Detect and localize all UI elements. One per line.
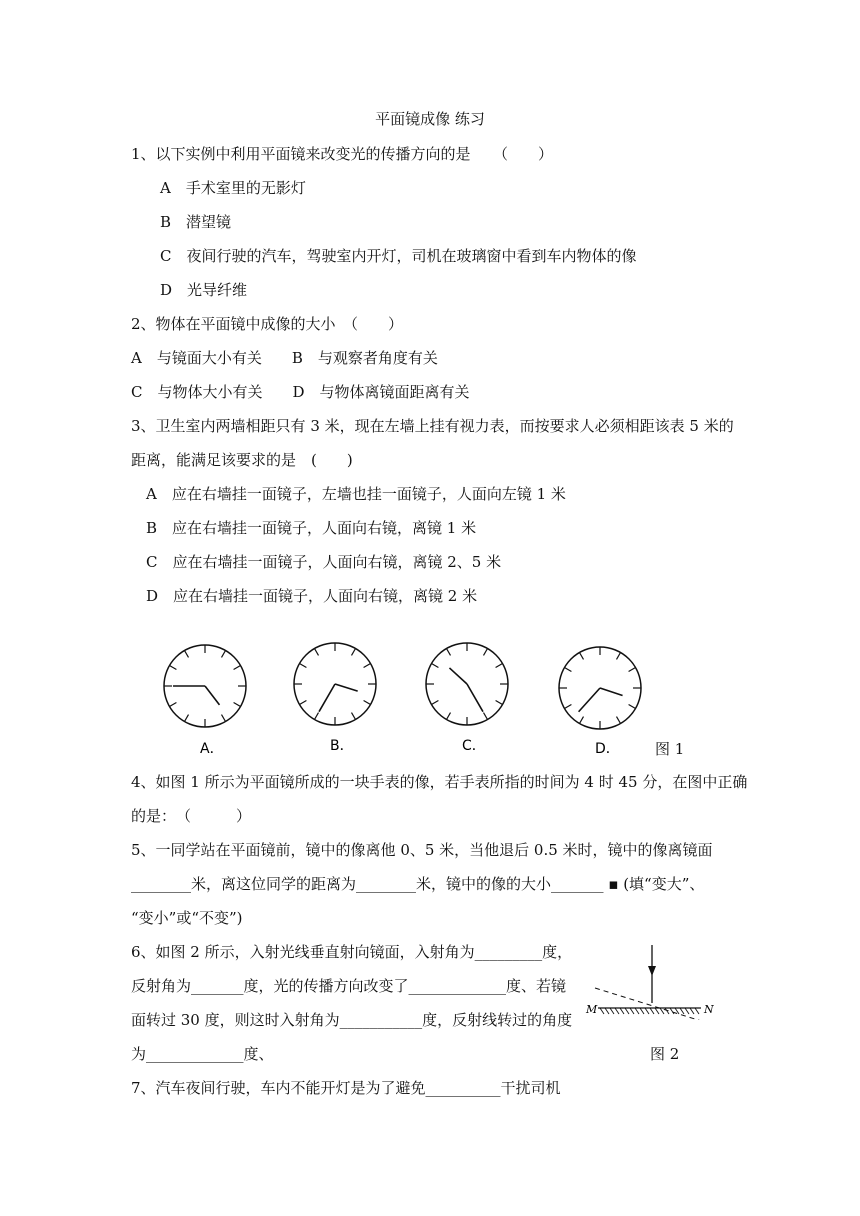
clock-minute-hand — [579, 688, 600, 712]
clock-tick — [169, 703, 176, 707]
clock-tick — [629, 668, 636, 672]
page-title: 平面镜成像 练习 — [375, 110, 485, 128]
clock-tick — [447, 713, 451, 720]
question-1-option-a: A 手术室里的无影灯 — [160, 179, 306, 197]
clock-tick — [315, 648, 319, 655]
clock-tick — [185, 650, 189, 657]
hatch-line — [695, 1008, 699, 1014]
question-1-option-c: C 夜间行驶的汽车，驾驶室内开灯，司机在玻璃窗中看到车内物体的像 — [160, 247, 637, 265]
figure-1-clocks — [150, 636, 710, 766]
clock-tick — [484, 648, 488, 655]
clock-tick — [496, 701, 503, 705]
clock-tick — [580, 717, 584, 724]
clock-hour-hand — [449, 668, 467, 684]
clock-tick — [447, 648, 451, 655]
hatch-line — [635, 1008, 639, 1014]
question-6-line-3: 面转过 30 度，则这时入射角为___________度，反射线转过的角度 — [131, 1011, 573, 1029]
clock-minute-hand — [319, 684, 335, 712]
clock-tick — [222, 715, 226, 722]
question-6-line-2: 反射角为_______度，光的传播方向改变了_____________度、若镜 — [131, 977, 567, 995]
hatch-line — [655, 1008, 659, 1014]
question-3-option-a: A 应在右墙挂一面镜子，左墙也挂一面镜子，人面向左镜 1 米 — [146, 485, 566, 503]
clock-b — [294, 643, 376, 725]
hatch-line — [650, 1008, 654, 1014]
clock-tick — [580, 652, 584, 659]
clock-c-label: C． — [462, 738, 486, 754]
clock-hour-hand — [600, 688, 623, 696]
hatch-line — [605, 1008, 609, 1014]
hatch-line — [690, 1008, 694, 1014]
hatch-line — [640, 1008, 644, 1014]
question-3-option-b: B 应在右墙挂一面镜子，人面向右镜，离镜 1 米 — [146, 519, 477, 537]
hatch-line — [610, 1008, 614, 1014]
clock-tick — [185, 715, 189, 722]
hatch-line — [680, 1008, 684, 1014]
clock-minute-hand — [467, 684, 483, 712]
question-6-line-1: 6、如图 2 所示，入射光线垂直射向镜面，入射角为_________度， — [131, 943, 573, 961]
ray-arrow-icon — [648, 966, 656, 976]
clock-a — [164, 645, 246, 727]
rotated-mirror-dashed-line — [595, 988, 711, 1020]
clock-c — [426, 643, 508, 725]
clock-hour-hand — [335, 684, 358, 691]
question-5-line-3: “变小”或“不变”) — [131, 909, 243, 927]
question-3-stem-line-2: 距离，能满足该要求的是 ( ) — [131, 451, 353, 469]
clock-tick — [352, 648, 356, 655]
question-4-line-2: 的是： （ ） — [131, 807, 252, 825]
question-5-line-2: ________米，离这位同学的距离为________米，镜中的像的大小_______ ▪ (填“变大”、 — [131, 875, 705, 893]
clock-tick — [431, 701, 438, 705]
figure-2-mirror-diagram — [583, 940, 723, 1020]
question-1-option-d: D 光导纤维 — [160, 281, 248, 299]
clock-tick — [629, 705, 636, 709]
clock-tick — [364, 701, 371, 705]
clock-tick — [315, 713, 319, 720]
clock-a-label: A． — [200, 741, 224, 757]
mirror-hatching — [600, 1008, 699, 1014]
mirror-label-n: N — [704, 1003, 714, 1016]
clock-tick — [169, 666, 176, 670]
hatch-line — [670, 1008, 674, 1014]
clock-tick — [617, 717, 621, 724]
clock-tick — [564, 705, 571, 709]
clock-tick — [234, 666, 241, 670]
clock-tick — [484, 713, 488, 720]
clock-tick — [564, 668, 571, 672]
clock-tick — [617, 652, 621, 659]
hatch-line — [620, 1008, 624, 1014]
hatch-line — [600, 1008, 604, 1014]
question-6-line-4: 为_____________度、 — [131, 1045, 274, 1063]
hatch-line — [630, 1008, 634, 1014]
clock-tick — [352, 713, 356, 720]
clock-hour-hand — [205, 686, 219, 705]
question-3-option-c: C 应在右墙挂一面镜子，人面向右镜，离镜 2、5 米 — [146, 553, 502, 571]
clock-tick — [299, 701, 306, 705]
clock-tick — [431, 664, 438, 668]
clock-b-label: B． — [330, 738, 354, 754]
hatch-line — [660, 1008, 664, 1014]
question-7-line-1: 7、汽车夜间行驶，车内不能开灯是为了避免__________干扰司机 — [131, 1079, 561, 1097]
hatch-line — [685, 1008, 689, 1014]
question-3-stem-line-1: 3、卫生室内两墙相距只有 3 米，现在左墙上挂有视力表，而按要求人必须相距该表 5 米的 — [131, 417, 734, 435]
clock-d-label: D． — [595, 741, 620, 757]
clock-tick — [496, 664, 503, 668]
question-2-stem: 2、物体在平面镜中成像的大小 （ ） — [131, 315, 404, 333]
question-1-stem: 1、以下实例中利用平面镜来改变光的传播方向的是 （ ） — [131, 145, 554, 163]
clock-tick — [364, 664, 371, 668]
question-2-options-row-1: A 与镜面大小有关 B 与观察者角度有关 — [131, 349, 438, 367]
hatch-line — [645, 1008, 649, 1014]
figure-2-caption: 图 2 — [650, 1045, 680, 1063]
hatch-line — [625, 1008, 629, 1014]
figure-1-caption: 图 1 — [655, 740, 685, 758]
mirror-label-m: M — [586, 1003, 598, 1016]
question-2-options-row-2: C 与物体大小有关 D 与物体离镜面距离有关 — [131, 383, 470, 401]
question-3-option-d: D 应在右墙挂一面镜子，人面向右镜，离镜 2 米 — [146, 587, 478, 605]
clock-tick — [299, 664, 306, 668]
question-1-option-b: B 潜望镜 — [160, 213, 232, 231]
clock-tick — [222, 650, 226, 657]
question-5-line-1: 5、一同学站在平面镜前，镜中的像离他 0、5 米，当他退后 0.5 米时，镜中的像离镜面 — [131, 841, 713, 859]
clock-d — [559, 647, 641, 729]
clock-tick — [234, 703, 241, 707]
question-4-line-1: 4、如图 1 所示为平面镜所成的一块手表的像，若手表所指的时间为 4 时 45 分，在图中正确 — [131, 773, 748, 791]
hatch-line — [615, 1008, 619, 1014]
